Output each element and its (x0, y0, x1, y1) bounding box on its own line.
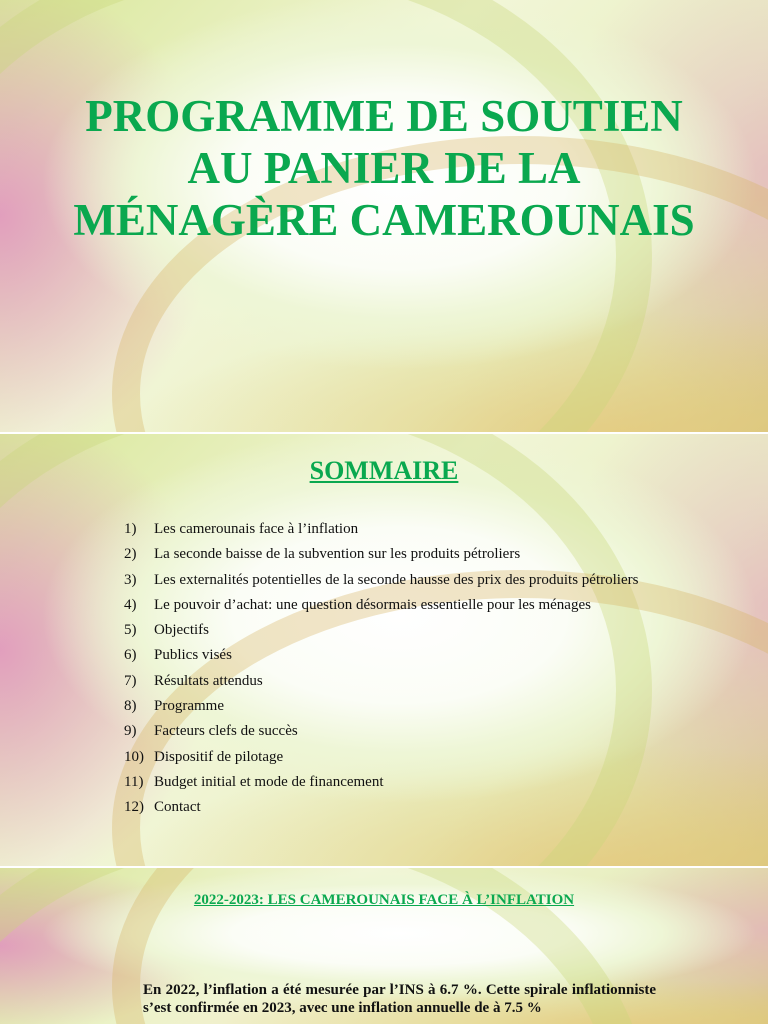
list-item (124, 621, 658, 639)
section-body-text: En 2022, l’inflation a été mesurée par l’INS à 6.7 %. Cette spirale inflationniste s’est confirmée en 2023, avec une inflation annuelle de à 7.5 % (143, 982, 656, 1016)
slide-inflation (0, 868, 768, 1024)
list-item-number: 7) (124, 672, 137, 689)
list-item-text: Contact (154, 799, 201, 816)
list-item-number: 11) (124, 773, 144, 790)
list-item (124, 571, 658, 589)
list-item-text: Facteurs clefs de succès (154, 723, 298, 740)
list-item (124, 697, 658, 715)
list-item-number: 4) (124, 596, 137, 613)
list-item (124, 722, 658, 740)
list-item-number: 3) (124, 571, 137, 588)
section-heading: 2022-2023: LES CAMEROUNAIS FACE À L’INFLATION (193, 892, 575, 908)
list-item-text: Dispositif de pilotage (154, 748, 284, 765)
list-item-number: 2) (124, 546, 137, 563)
list-item-text: Objectifs (154, 622, 209, 639)
list-item-text: Publics visés (154, 647, 232, 664)
list-item (124, 748, 658, 766)
list-item (124, 596, 658, 614)
list-item (124, 545, 658, 563)
list-item-text: Les externalités potentielles de la seconde hausse des prix des produits pétroliers (154, 571, 639, 588)
list-item (124, 773, 658, 791)
list-item-text: Résultats attendus (154, 672, 263, 689)
slide-summary (0, 434, 768, 866)
list-item-text: Programme (154, 698, 224, 715)
list-item-text: Le pouvoir d’achat: une question désormais essentielle pour les ménages (154, 596, 591, 613)
summary-list (124, 520, 658, 824)
list-item (124, 646, 658, 664)
slide-title (0, 0, 768, 432)
list-item-number: 1) (124, 521, 137, 537)
list-item (124, 520, 658, 538)
list-item-text: Les camerounais face à l’inflation (154, 521, 359, 537)
list-item-number: 10) (124, 748, 144, 765)
page-title: PROGRAMME DE SOUTIEN AU PANIER DE LA MÉNAGÈRE CAMEROUNAIS (73, 91, 695, 245)
list-item-number: 8) (124, 698, 137, 715)
list-item-text: Budget initial et mode de financement (154, 773, 384, 790)
list-item (124, 672, 658, 690)
list-item-number: 5) (124, 622, 137, 639)
list-item-text: La seconde baisse de la subvention sur les produits pétroliers (154, 546, 521, 563)
list-item-number: 9) (124, 723, 137, 740)
summary-heading: SOMMAIRE (309, 456, 459, 485)
list-item-number: 12) (124, 799, 144, 816)
list-item (124, 798, 658, 816)
list-item-number: 6) (124, 647, 137, 664)
